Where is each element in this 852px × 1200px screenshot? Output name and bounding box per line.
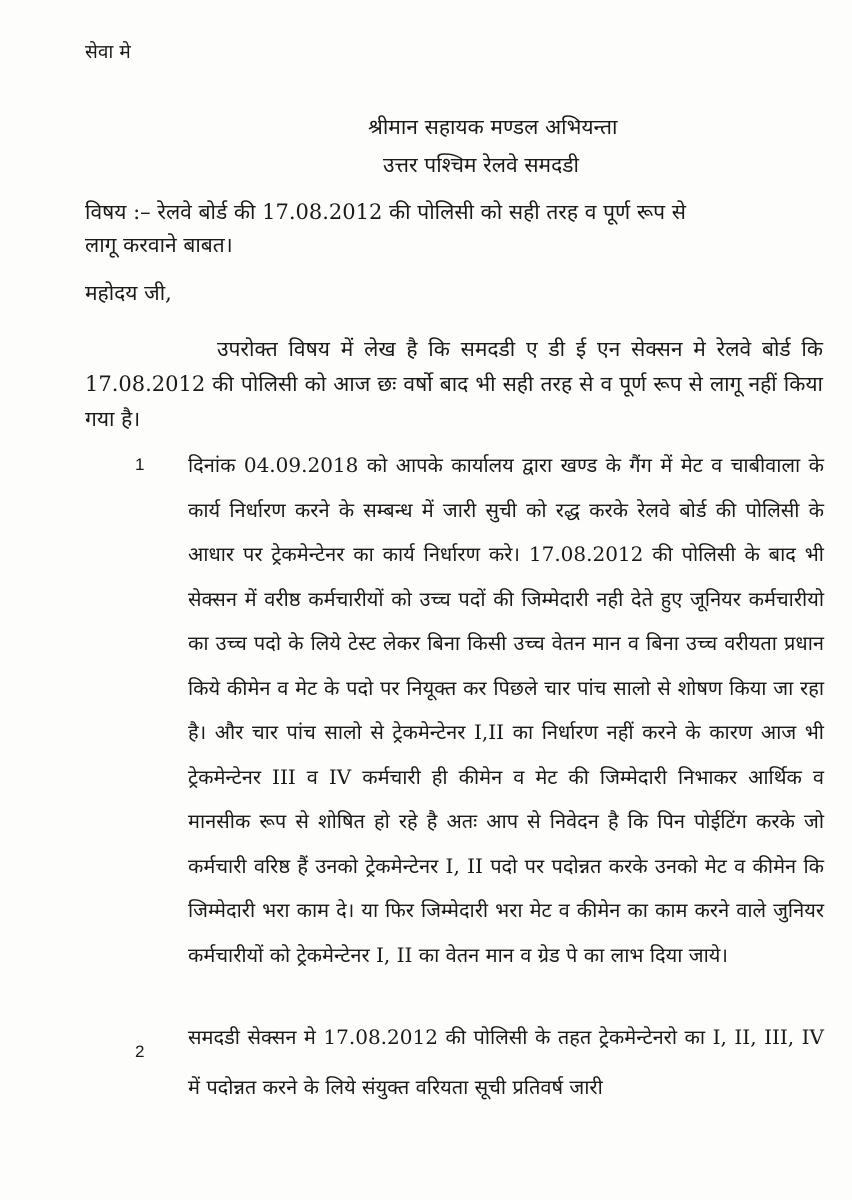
intro-paragraph: उपरोक्त विषय में लेख है कि समदडी ए डी ई एन सेक्सन मे रेलवे बोर्ड कि 17.08.2012 की पोलिसी को आज छः वर्षो बाद भी सही तरह से व पूर्ण रूप से लागू नहीं किया गया है।: [85, 337, 823, 431]
greeting: महोदय जी,: [85, 281, 172, 305]
item-text-2: समदडी सेक्सन मे 17.08.2012 की पोलिसी के तहत ट्रेकमेन्टेनरो का I, II, III, IV में पदोन्नत करने के लिये संयुक्त वरियता सूची प्रतिवर्ष जारी: [188, 1025, 824, 1099]
item-number-1: 1: [135, 455, 145, 474]
item-text-1: दिनांक 04.09.2018 को आपके कार्यालय द्वारा खण्ड के गैंग में मेट व चाबीवाला के कार्य निर्धारण करने के सम्बन्ध में जारी सुची को रद्ध करके रेलवे बोर्ड की पोलिसी के आधार पर ट्रेकमेन्टेनर का कार्य निर्धारण करे। 17.08.2012 की पोलिसी के बाद भी सेक्सन में वरीष्ठ कर्मचारीयों को उच्च पदों की जिम्मेदारी नही देते हुए जूनियर कर्मचारीयो का उच्च पदो के लिये टेस्ट लेकर बिना किसी उच्च वेतन मान व बिना उच्च वरीयता प्रधान किये कीमेन व मेट के पदो पर नियूक्त कर पिछले चार पांच सालो से शोषण किया जा रहा है। और चार पांच सालो से ट्रेकमेन्टेनर I,II का निर्धारण नहीं करने के कारण आज भी ट्रेकमेन्टेनर III व IV कर्मचारी ही कीमेन व मेट की जिम्मेदारी निभाकर आर्थिक व मानसीक रूप से शोषित हो रहे है अतः आप से निवेदन है कि पिन पोईटिंग करके जो कर्मचारी वरिष्ठ हैं उनको ट्रेकमेन्टेनर I, II पदो पर पदोन्नत करके उनको मेट व कीमेन कि जिम्मेदारी भरा काम दे। या फिर जिम्मेदारी भरा मेट व कीमेन का काम करने वाले जुनियर कर्मचारीयों को ट्रेकमेन्टेनर I, II का वेतन मान व ग्रेड पे का लाभ दिया जाये।: [188, 453, 824, 967]
addressee-office: उत्तर पश्चिम रेलवे समदडी: [383, 153, 579, 177]
item-number-2: 2: [135, 1042, 145, 1061]
subject-line-1: विषय :– रेलवे बोर्ड की 17.08.2012 की पोलिसी को सही तरह व पूर्ण रूप से: [85, 200, 686, 224]
subject-line-2: लागू करवाने बाबत।: [85, 233, 233, 257]
addressee-title: श्रीमान सहायक मण्डल अभियन्ता: [368, 115, 618, 139]
salutation-to: सेवा मे: [85, 41, 131, 63]
